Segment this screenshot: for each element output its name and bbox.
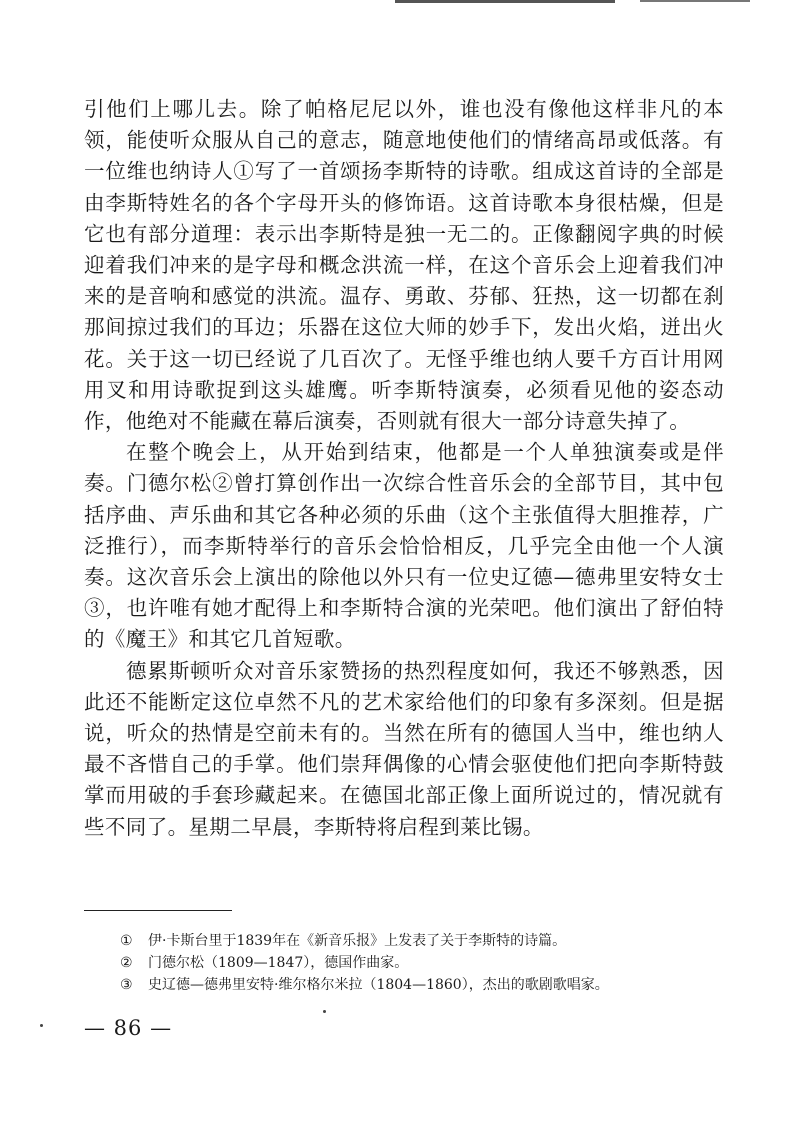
- footnote-1-text: 伊·卡斯台里于1839年在《新音乐报》上发表了关于李斯特的诗篇。: [148, 933, 567, 949]
- footnotes: [120, 930, 680, 996]
- paragraph-3: 德累斯顿听众对音乐家赞扬的热烈程度如何，我还不够熟悉，因此还不能断定这位卓然不凡的艺术家给他们的印象有多深刻。但是据说，听众的热情是空前未有的。当然在所有的德国人当中，维也纳人最不吝惜自己的手掌。他们崇拜偶像的心情会驱使他们把向李斯特鼓掌而用破的手套珍藏起来。在德国北部正像上面所说过的，情况就有些不同了。星期二早晨，李斯特将启程到莱比锡。: [84, 658, 724, 839]
- paragraph-2: 在整个晚会上，从开始到结束，他都是一个人单独演奏或是伴奏。门德尔松②曾打算创作出一次综合性音乐会的全部节目，其中包括序曲、声乐曲和其它各种必须的乐曲（这个主张值得大胆推荐，广泛推行），而李斯特举行的音乐会恰恰相反，几乎完全由他一个人演奏。这次音乐会上演出的除他以外只有一位史辽德—德弗里安特女士③，也许唯有她才配得上和李斯特合演的光荣吧。他们演出了舒伯特的《魔王》和其它几首短歌。: [84, 440, 724, 652]
- body-text: [84, 94, 724, 843]
- footnote-2-mark: ②: [120, 955, 133, 971]
- page-number: — 86 —: [84, 1016, 173, 1040]
- scan-speck: [323, 1010, 326, 1013]
- top-scan-edge: [395, 0, 615, 3]
- footnote-1-mark: ①: [120, 933, 133, 949]
- footnote-1: [120, 930, 680, 952]
- footnote-3-text: 史辽德—德弗里安特·维尔格尔米拉（1804—1860），杰出的歌剧歌唱家。: [148, 977, 609, 993]
- top-scan-edge-secondary: [640, 0, 750, 2]
- footnote-3: [120, 974, 680, 996]
- footnote-3-mark: ③: [120, 977, 133, 993]
- scan-speck: [40, 1024, 43, 1027]
- footnote-2: [120, 952, 680, 974]
- footnote-2-text: 门德尔松（1809—1847），德国作曲家。: [148, 955, 409, 971]
- footnote-separator: [84, 910, 232, 911]
- paragraph-1: 引他们上哪儿去。除了帕格尼尼以外，谁也没有像他这样非凡的本领，能使听众服从自己的意志，随意地使他们的情绪高昂或低落。有一位维也纳诗人①写了一首颂扬李斯特的诗歌。组成这首诗的全部是由李斯特姓名的各个字母开头的修饰语。这首诗歌本身很枯燥，但是它也有部分道理：表示出李斯特是独一无二的。正像翻阅字典的时候迎着我们冲来的是字母和概念洪流一样，在这个音乐会上迎着我们冲来的是音响和感觉的洪流。温存、勇敢、芬郁、狂热，这一切都在刹那间掠过我们的耳边；乐器在这位大师的妙手下，发出火焰，迸出火花。关于这一切已经说了几百次了。无怪乎维也纳人要千方百计用网用叉和用诗歌捉到这头雄鹰。听李斯特演奏，必须看见他的姿态动作，他绝对不能藏在幕后演奏，否则就有很大一部分诗意失掉了。: [84, 97, 724, 434]
